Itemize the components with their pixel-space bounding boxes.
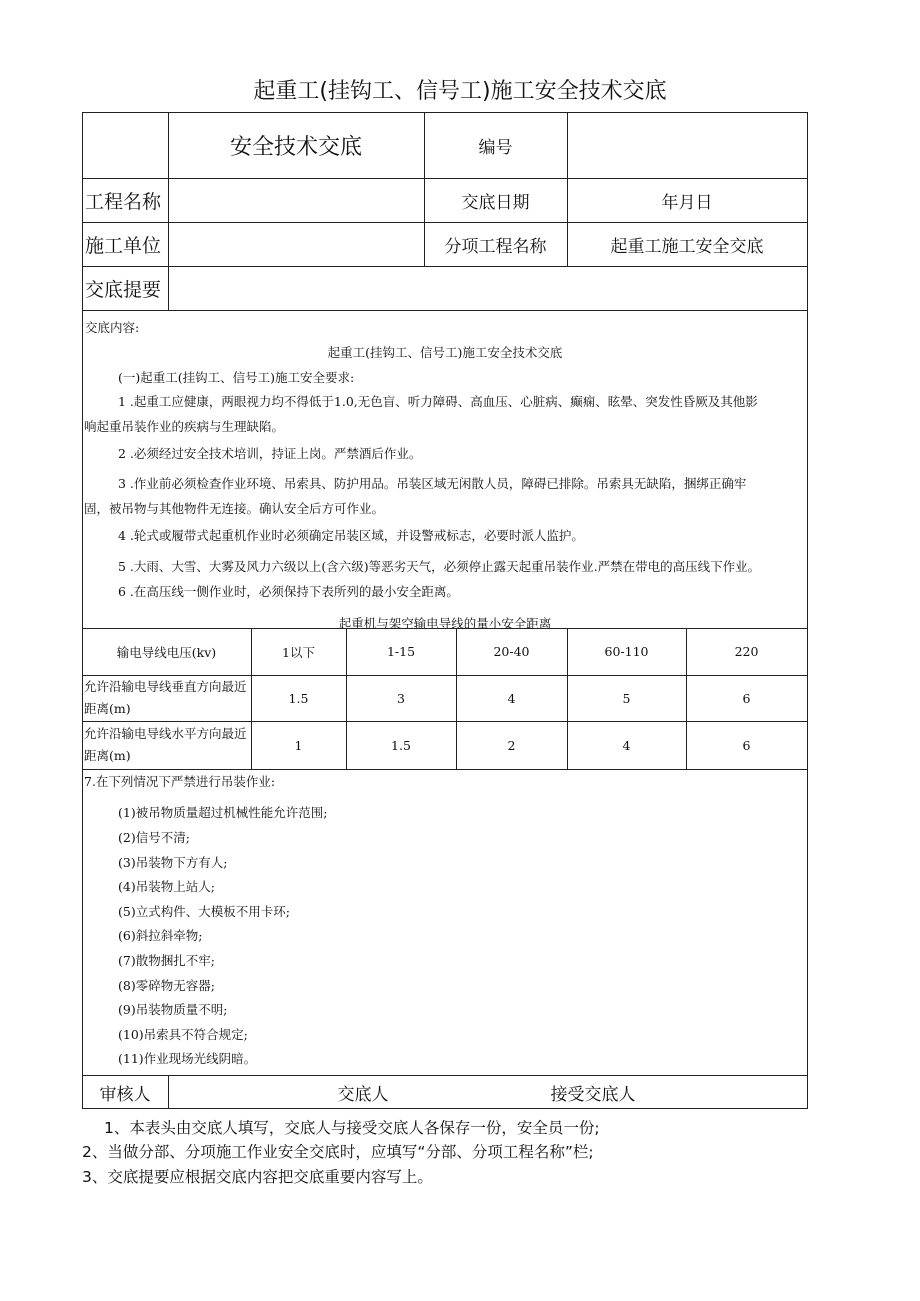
prohibit-title: 7.在下列情况下严禁进行吊装作业: <box>84 774 276 789</box>
list-item: (5)立式构件、大模板不用卡环; <box>118 904 290 919</box>
number-field[interactable] <box>567 112 807 178</box>
list-item: (6)斜拉斜牵物; <box>118 928 203 943</box>
table-header-cell: 60-110 <box>604 644 649 659</box>
table-cell: 2 <box>507 737 516 753</box>
list-item: (4)吊装物上站人; <box>118 879 215 894</box>
table-header-cell: 220 <box>734 644 759 659</box>
distance-table-title: 起重机与架空输电导线的量小安全距离 <box>338 616 552 631</box>
table-header-cell: 1以下 <box>282 644 315 660</box>
list-item: (9)吊装物质量不明; <box>118 1002 228 1017</box>
table-row-label: 允许沿输电导线垂直方向最近距离(m) <box>84 679 247 716</box>
note-3: 3、交底提要应根据交底内容把交底重要内容写上。 <box>82 1168 433 1186</box>
summary-field[interactable] <box>168 266 807 310</box>
project-field[interactable] <box>168 178 424 222</box>
item-1: 1 .起重工应健康，两眼视力均不得低于1.0,无色盲、听力障碍、高血压、心脏病、癫痫、眩晕、突发性昏厥及其他影 <box>118 394 758 409</box>
table-cell: 1 <box>294 737 303 753</box>
document-title: 起重工(挂钩工、信号工)施工安全技术交底 <box>253 79 667 104</box>
list-item: (2)信号不清; <box>118 830 190 845</box>
table-cell: 1.5 <box>288 690 309 706</box>
table-header-cell: 输电导线电压(kv) <box>116 644 217 660</box>
list-item: (11)作业现场光线阴暗。 <box>118 1051 257 1066</box>
item-4: 4 .轮式或履带式起重机作业时必须确定吊装区域，并设警戒标志，必要时派人监护。 <box>118 528 584 543</box>
table-cell: 6 <box>742 737 751 753</box>
table-cell: 4 <box>507 690 516 706</box>
note-2: 2、当做分部、分项施工作业安全交底时，应填写“分部、分项工程名称”栏; <box>82 1143 594 1161</box>
date-field[interactable]: 年月日 <box>661 192 713 213</box>
summary-label: 交底提要 <box>85 278 162 301</box>
list-item: (1)被吊物质量超过机械性能允许范围; <box>118 805 328 820</box>
project-label: 工程名称 <box>85 190 162 213</box>
table-row-label: 允许沿输电导线水平方向最近距离(m) <box>84 726 247 763</box>
subitem-label: 分项工程名称 <box>444 236 547 257</box>
item-6: 6 .在高压线一侧作业时，必须保持下表所列的最小安全距离。 <box>118 584 459 599</box>
table-cell: 1.5 <box>391 737 411 753</box>
reviewer-label: 审核人 <box>99 1084 151 1105</box>
item-5: 5 .大雨、大雪、大雾及风力六级以上(含六级)等恶劣天气，必须停止露天起重吊装作业.严禁在带电的高压线下作业。 <box>118 559 761 574</box>
date-label: 交底日期 <box>461 192 530 213</box>
list-item: (7)散物捆扎不牢; <box>118 953 215 968</box>
receiver-label: 接受交底人 <box>550 1084 636 1105</box>
list-item: (8)零碎物无容器; <box>118 978 215 993</box>
note-1: 1、本表头由交底人填写，交底人与接受交底人各保存一份，安全员一份; <box>104 1119 600 1137</box>
table-cell: 6 <box>742 690 751 706</box>
list-item: (10)吊索具不符合规定; <box>118 1027 248 1042</box>
item-2: 2 .必须经过安全技术培训，持证上岗。严禁酒后作业。 <box>118 446 422 461</box>
discloser-label: 交底人 <box>337 1084 389 1105</box>
table-cell: 5 <box>622 690 631 706</box>
table-cell: 3 <box>397 690 405 706</box>
item-1-cont: 响起重吊装作业的疾病与生理缺陷。 <box>84 419 285 434</box>
doc-type: 安全技术交底 <box>229 134 362 160</box>
list-item: (3)吊装物下方有人; <box>118 855 228 870</box>
subitem-field[interactable]: 起重工施工安全交底 <box>610 236 764 257</box>
number-label: 编号 <box>478 137 513 158</box>
section-heading: (一)起重工(挂钩工、信号工)施工安全要求: <box>118 370 355 385</box>
unit-label: 施工单位 <box>85 234 162 257</box>
item-3: 3 .作业前必须检查作业环境、吊索具、防护用品。吊装区域无闲散人员，障碍已排除。吊索具无缺陷，捆绑正确牢 <box>118 476 747 491</box>
table-header-cell: 1-15 <box>386 644 416 659</box>
table-cell: 4 <box>622 737 631 753</box>
item-3-cont: 固，被吊物与其他物件无连接。确认安全后方可作业。 <box>84 501 385 516</box>
unit-field[interactable] <box>168 222 424 266</box>
content-label: 交底内容: <box>85 320 140 335</box>
table-header-cell: 20-40 <box>493 644 530 659</box>
content-subtitle: 起重工(挂钩工、信号工)施工安全技术交底 <box>327 345 563 360</box>
